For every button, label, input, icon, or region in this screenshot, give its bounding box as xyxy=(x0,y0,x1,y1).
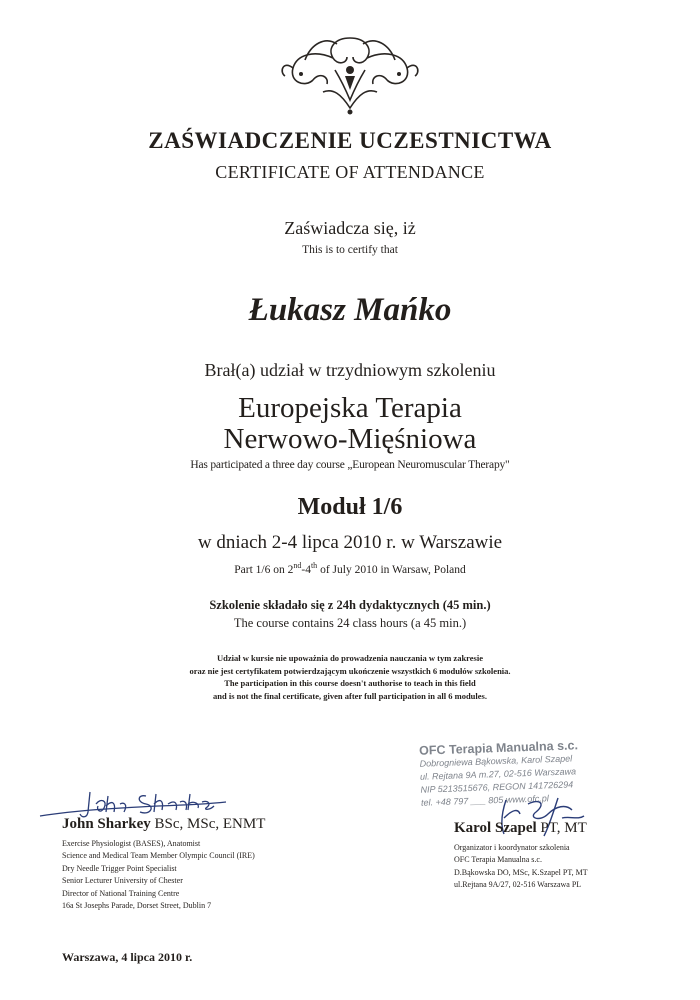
course-part-en xyxy=(0,561,700,576)
detail-line: Senior Lecturer University of Chester xyxy=(62,876,183,886)
certificate-title-en: CERTIFICATE OF ATTENDANCE xyxy=(215,162,485,182)
course-intro-en: Has participated a three day course „European Neuromuscular Therapy" xyxy=(190,459,510,471)
signatory-left-details xyxy=(62,838,255,912)
note-line: and is not the final certificate, given after full participation in all 6 modules. xyxy=(213,690,487,701)
stamp-line: OFC Terapia Manualna s.c. xyxy=(418,738,579,758)
note-line: Udział w kursie nie upoważnia do prowadzenia nauczania w tym zakresie xyxy=(216,653,484,663)
course-dates-pl: w dniach 2-4 lipca 2010 r. w Warszawie xyxy=(197,532,503,553)
detail-line: Dry Needle Trigger Point Specialist xyxy=(62,863,177,873)
detail-line: Director of National Training Centre xyxy=(62,888,180,898)
course-title xyxy=(0,393,700,455)
participant-name: Łukasz Mańko xyxy=(248,292,452,328)
detail-line: OFC Terapia Manualna s.c. xyxy=(454,855,542,865)
signatory-left-titles: BSc, MSc, ENMT xyxy=(150,816,266,832)
part-mid: -4 xyxy=(301,563,311,576)
signatory-left-name xyxy=(62,816,265,833)
course-hours-pl: Szkolenie składało się z 24h dydaktycznych (45 min.) xyxy=(209,598,491,612)
module-label: Moduł 1/6 xyxy=(297,494,403,520)
place-and-date: Warszawa, 4 lipca 2010 r. xyxy=(62,950,193,964)
signatory-right-name xyxy=(454,820,587,837)
detail-line: Science and Medical Team Member Olympic Council (IRE) xyxy=(62,851,255,861)
course-intro-pl: Brał(a) udział w trzydniowym szkoleniu xyxy=(204,360,496,380)
course-title-line-1: Europejska Terapia xyxy=(238,392,462,424)
detail-line: D.Bąkowska DO, MSc, K.Szapel PT, MT xyxy=(454,867,588,877)
certificate-title-pl: ZAŚWIADCZENIE UCZESTNICTWA xyxy=(148,128,552,153)
course-title-line-2: Nerwowo-Mięśniowa xyxy=(223,423,477,455)
stamp-line: tel. +48 797 ___ 805 www.ofc.pl xyxy=(420,793,549,808)
signatory-right-details xyxy=(454,842,588,892)
part-sup-2: th xyxy=(310,561,318,570)
note-line: The participation in this course doesn't authorise to teach in this field xyxy=(224,678,476,688)
part-post: of July 2010 in Warsaw, Poland xyxy=(317,563,466,576)
certify-text-pl: Zaświadcza się, iż xyxy=(284,218,416,238)
signatory-right-titles: PT, MT xyxy=(536,820,587,836)
detail-line: 16a St Josephs Parade, Dorset Street, Dublin 7 xyxy=(62,901,212,911)
part-pre: Part 1/6 on 2 xyxy=(234,563,294,576)
stamp-line: ul. Rejtana 9A m.27, 02-516 Warszawa xyxy=(419,766,577,782)
note-line: oraz nie jest certyfikatem potwierdzającym ukończenie wszystkich 6 modułów szkolenia. xyxy=(189,665,511,676)
stamp-line: NIP 5213515676, REGON 141726294 xyxy=(420,779,574,795)
disclaimer-notes xyxy=(0,652,700,702)
signatory-left-surname: John Sharkey xyxy=(62,816,151,832)
signatory-right-surname: Karol Szapel xyxy=(454,820,537,836)
detail-line: Organizator i koordynator szkolenia xyxy=(454,843,570,852)
certify-text-en: This is to certify that xyxy=(302,244,398,256)
stamp-line: Dobrogniewa Bąkowska, Karol Szapel xyxy=(419,753,573,769)
part-sup-1: nd xyxy=(293,561,302,570)
detail-line: ul.Rejtana 9A/27, 02-516 Warszawa PL xyxy=(454,880,582,890)
detail-line: Exercise Physiologist (BASES), Anatomist xyxy=(62,839,201,848)
ornamental-flourish-icon xyxy=(275,30,425,116)
course-hours-en: The course contains 24 class hours (a 45 min.) xyxy=(233,616,467,630)
